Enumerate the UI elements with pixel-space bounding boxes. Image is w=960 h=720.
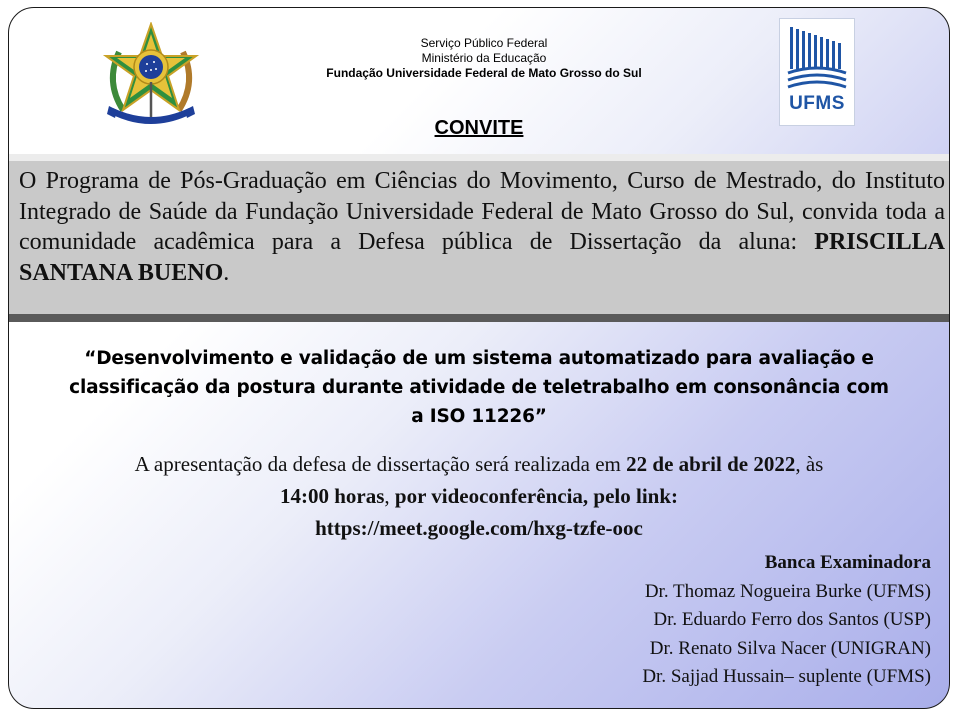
gov-line-1: Serviço Público Federal <box>420 36 548 50</box>
header <box>9 8 949 148</box>
banca-member: Dr. Renato Silva Nacer (UNIGRAN) <box>649 637 931 659</box>
invitation-card <box>8 7 950 709</box>
banca-member: Dr. Sajjad Hussain– suplente (UFMS) <box>642 666 931 688</box>
info-line-3 <box>29 512 929 544</box>
student-name: PRISCILLA SANTANA BUENO <box>19 229 945 286</box>
intro-text: O Programa de Pós-Graduação em Ciências do Movimento, Curso de Mestrado, do Instituto Integrado de Saúde da Fundação Universidade Federal de Mato Grosso do Sul, convida toda a comunidade acadêmica para a Defesa pública de Dissertação da aluna: <box>19 168 945 255</box>
presentation-mode: por videoconferência, pelo link: <box>394 484 679 508</box>
banca-heading: Banca Examinadora <box>764 552 931 573</box>
info-pre-date: A apresentação da defesa de dissertação será realizada em <box>134 452 627 476</box>
dissertation-title <box>29 344 929 431</box>
intro-end: . <box>223 259 230 286</box>
ufms-logo-text: UFMS <box>789 93 845 114</box>
title-line-1: “Desenvolvimento e validação de um sistema automatizado para avaliação e <box>84 348 874 369</box>
government-header <box>269 36 699 81</box>
gov-line-3: Fundação Universidade Federal de Mato Grosso do Sul <box>326 66 642 80</box>
gov-line-2: Ministério da Educação <box>421 51 547 65</box>
presentation-date: 22 de abril de 2022 <box>626 452 796 476</box>
presentation-info <box>29 448 929 544</box>
ufms-logo <box>779 18 855 126</box>
info-comma: , <box>384 484 395 508</box>
meeting-link[interactable]: https://meet.google.com/hxg-tzfe-ooc <box>315 516 643 540</box>
banca-member: Dr. Thomaz Nogueira Burke (UFMS) <box>644 580 931 602</box>
banca-member: Dr. Eduardo Ferro dos Santos (USP) <box>653 609 931 631</box>
presentation-time: 14:00 horas <box>279 484 385 508</box>
intro-paragraph <box>19 166 945 288</box>
ufms-building-icon <box>786 25 848 89</box>
title-line-2: classificação da postura durante atividade de teletrabalho em consonância com <box>69 377 889 398</box>
info-line-2 <box>29 480 929 512</box>
info-post-date: , às <box>795 452 824 476</box>
examining-board <box>642 549 931 692</box>
info-line-1 <box>29 448 929 480</box>
title-line-3: a ISO 11226” <box>411 406 547 427</box>
divider-bar <box>9 314 949 322</box>
coat-of-arms-icon <box>101 22 201 128</box>
convite-heading: CONVITE <box>434 117 524 139</box>
